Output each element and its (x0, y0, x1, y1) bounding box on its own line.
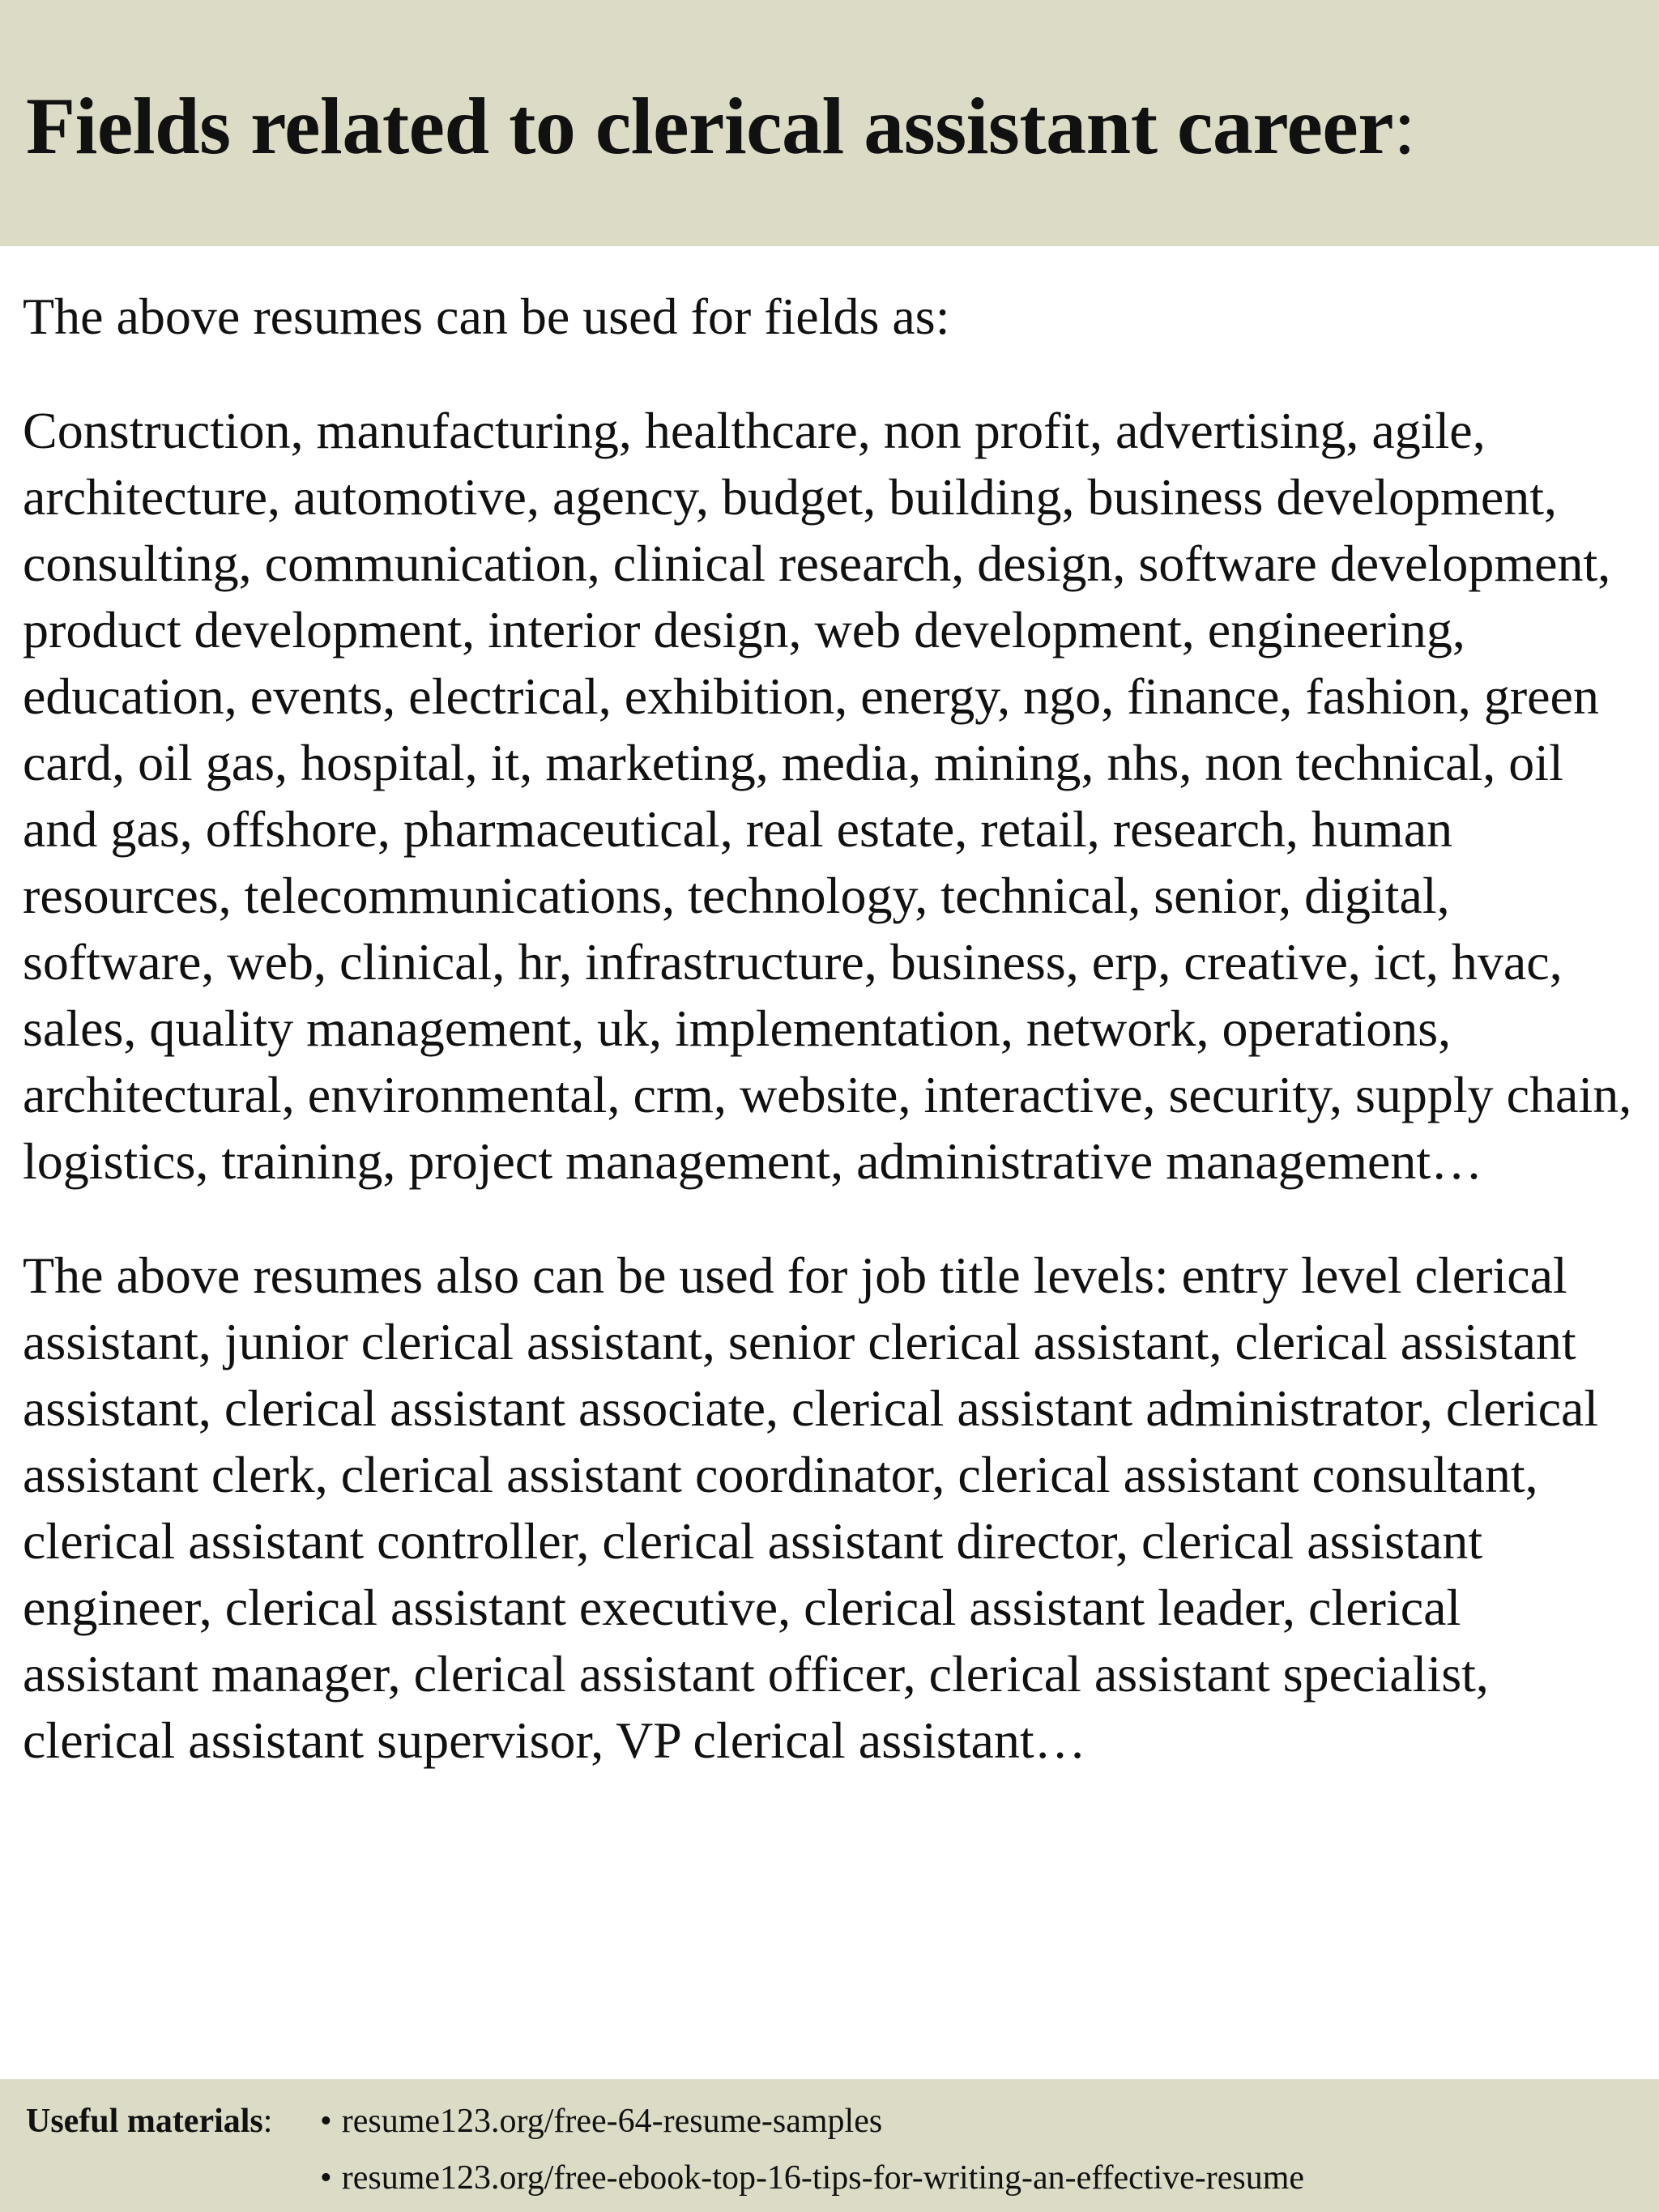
bullet-icon: • (320, 2159, 332, 2197)
page-title-text: Fields related to clerical assistant career (26, 81, 1394, 171)
footer-band (0, 2079, 1659, 2212)
job-levels-paragraph: The above resumes also can be used for job title levels: entry level clerical assistant, junior clerical assistant, senior clerical assistant, clerical assistant assistant, clerical assistant associate, clerical assistant administrator, clerical assistant clerk, clerical assistant coordinator, clerical assistant consultant, clerical assistant controller, clerical assistant director, clerical assistant engineer, clerical assistant executive, clerical assistant leader, clerical assistant manager, clerical assistant officer, clerical assistant specialist, clerical assistant supervisor, VP clerical assistant… (23, 1247, 1599, 1769)
page-title-colon: : (1393, 81, 1416, 171)
fields-paragraph: Construction, manufacturing, healthcare, non profit, advertising, agile, architecture, automotive, agency, budget, building, business development, consulting, communication, clinical research, design, software development, product development, interior design, web development, engineering, education, events, electrical, exhibition, energy, ngo, finance, fashion, green card, oil gas, hospital, it, marketing, media, mining, nhs, non technical, oil and gas, offshore, pharmaceutical, real estate, retail, research, human resources, telecommunications, technology, technical, senior, digital, software, web, clinical, hr, infrastructure, business, erp, creative, ict, hvac, sales, quality management, uk, implementation, network, operations, architectural, environmental, crm, website, interactive, security, supply chain, logistics, training, project management, administrative management… (23, 402, 1632, 1190)
intro-paragraph: The above resumes can be used for fields as: (23, 288, 950, 345)
footer-link-ebook-tips[interactable] (320, 2155, 1304, 2201)
footer-link-resume-samples[interactable] (320, 2099, 882, 2144)
footer-link-text[interactable]: resume123.org/free-ebook-top-16-tips-for-writing-an-effective-resume (341, 2159, 1305, 2197)
useful-materials-label-colon: : (262, 2103, 273, 2140)
useful-materials-label-text: Useful materials (26, 2103, 263, 2140)
footer-link-text[interactable]: resume123.org/free-64-resume-samples (341, 2103, 883, 2140)
main-content (23, 283, 1639, 1774)
page-title (26, 78, 1415, 175)
header-band (0, 0, 1659, 246)
useful-materials-label (26, 2099, 272, 2144)
bullet-icon: • (320, 2103, 332, 2140)
